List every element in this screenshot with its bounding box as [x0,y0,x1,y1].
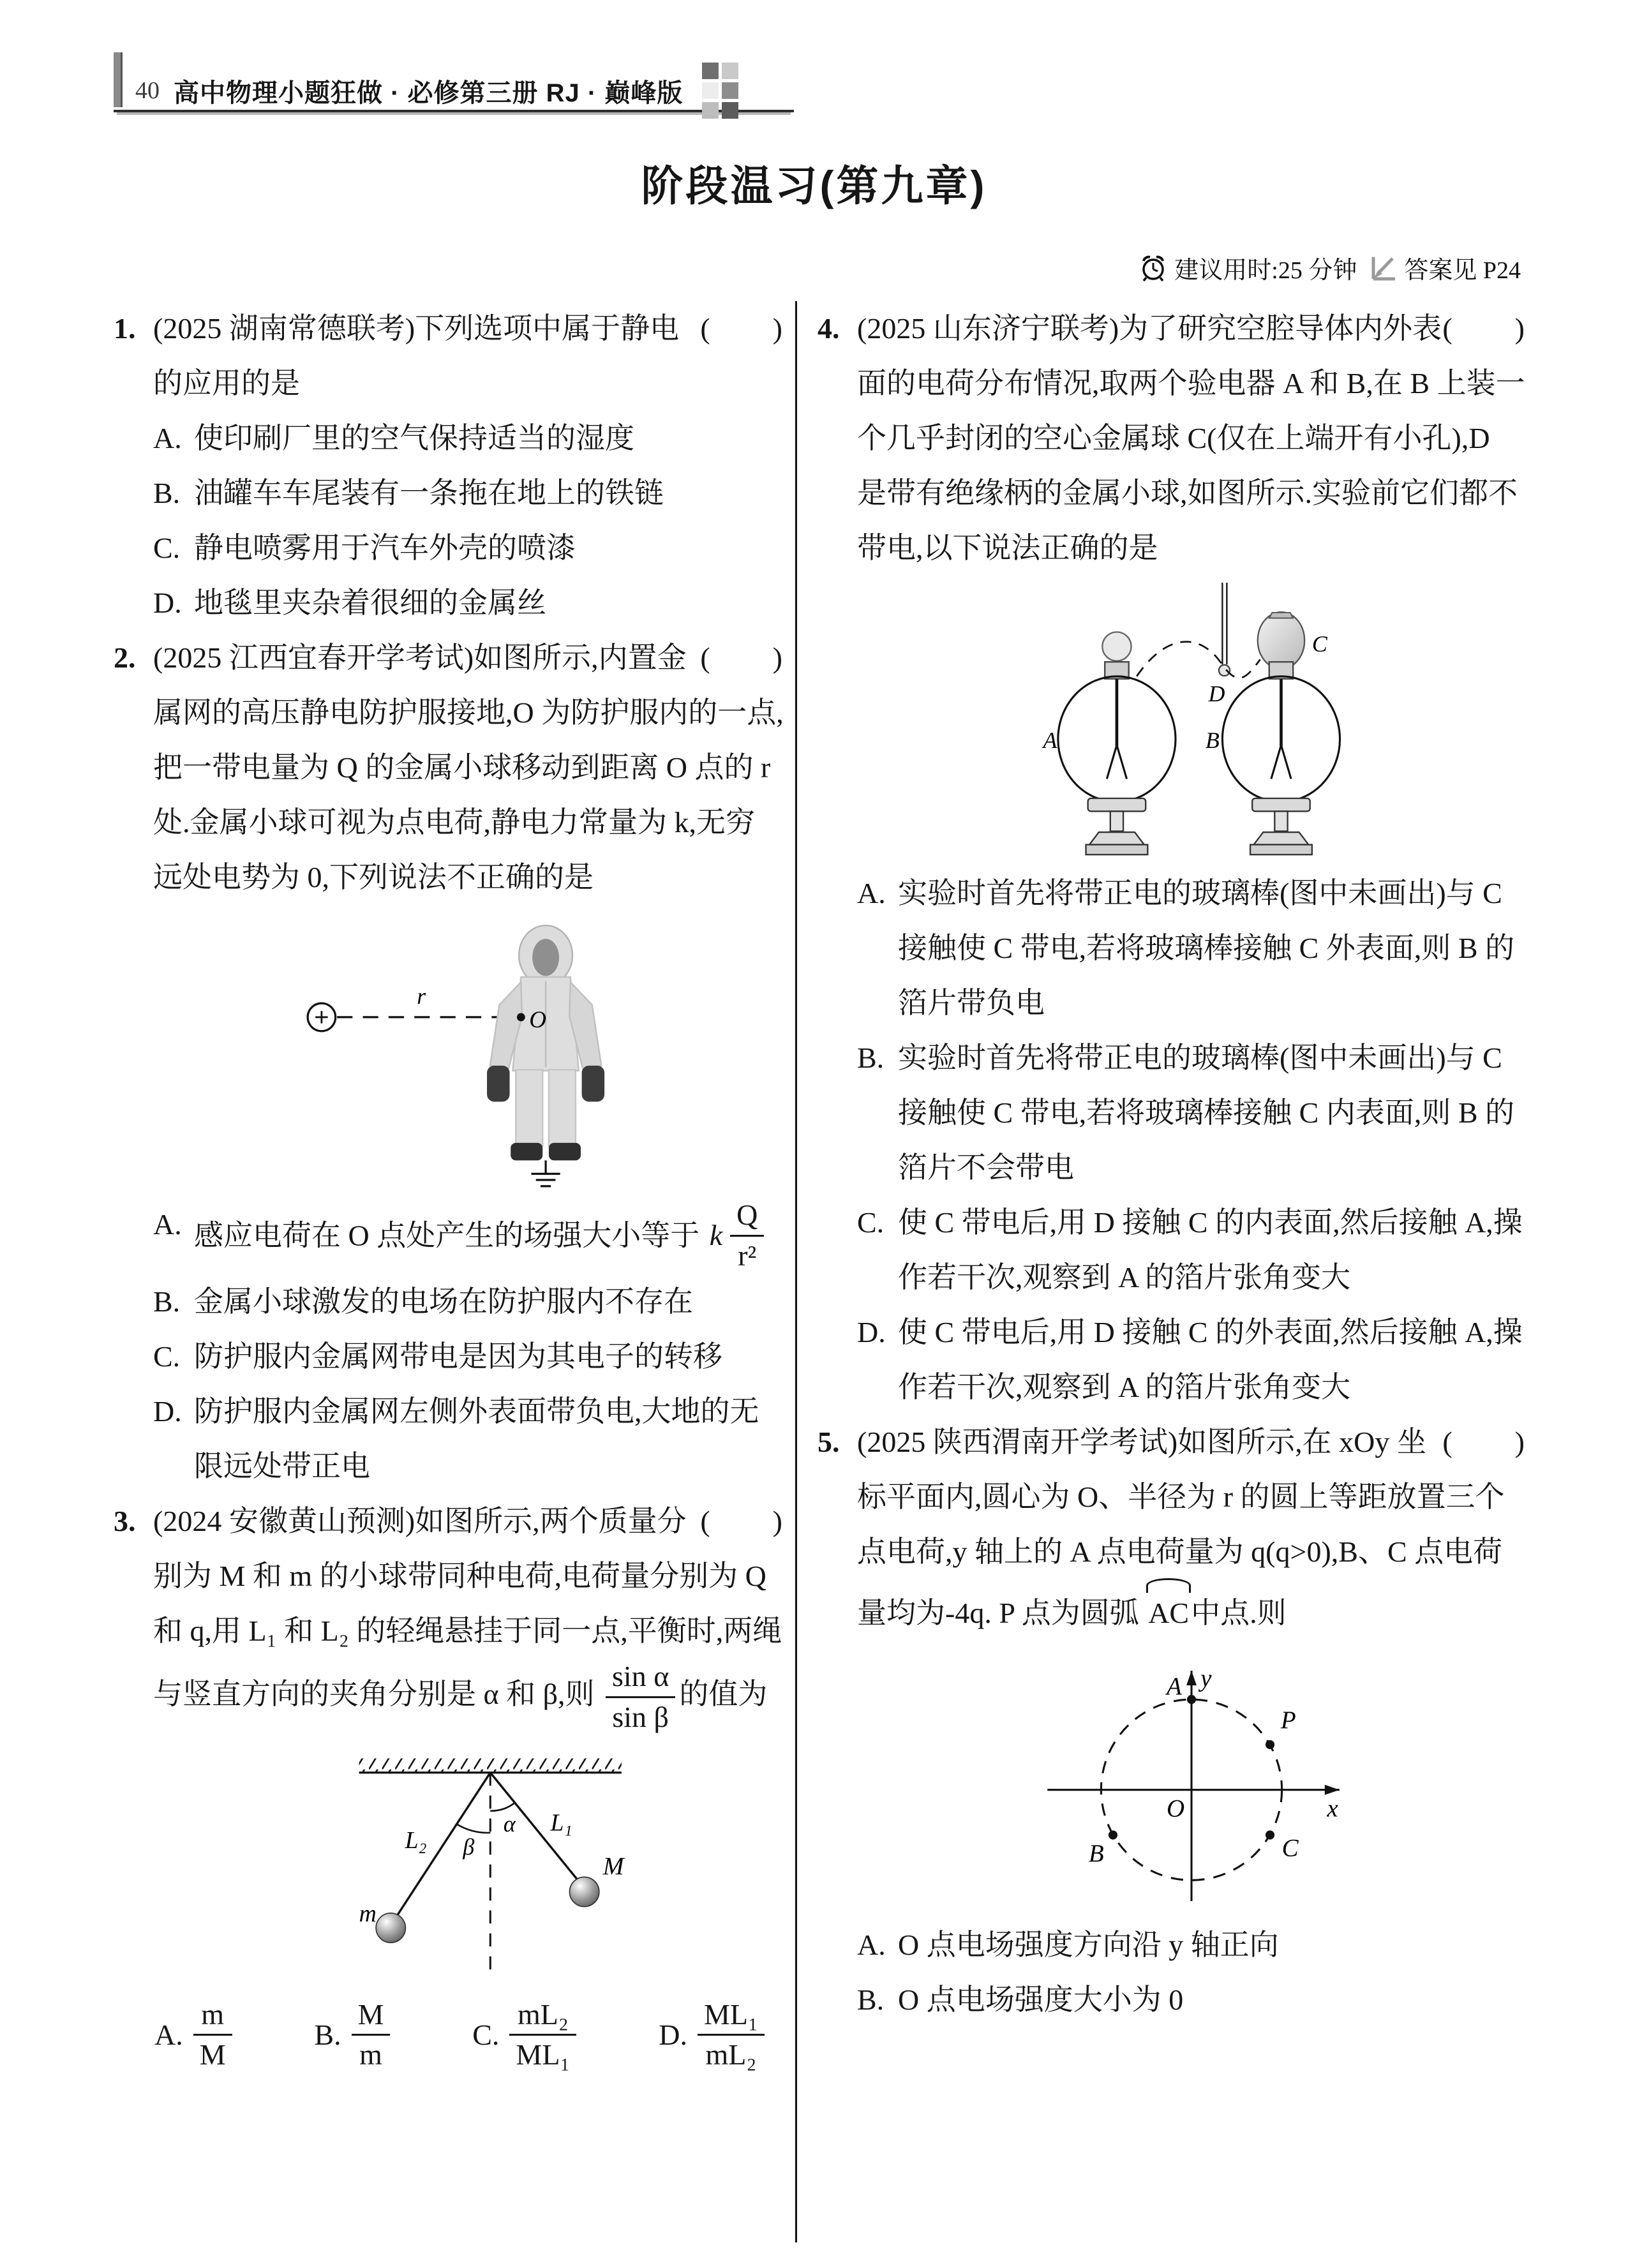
question-2 [114,630,784,1494]
answer-arrow-icon [1367,253,1398,283]
time-hint: 建议用时:25 分钟 [1174,257,1357,284]
question-1-option-b: B. 油罐车车尾装有一条拖在地上的铁链 [153,477,664,509]
ball-M [570,1877,599,1906]
question-5 [818,1415,1526,2027]
page-header [114,56,794,112]
hint-line [1139,250,1521,285]
formula-kQ-over-r2: k $\frac{Q}{\text{r²}}$ [710,1197,768,1274]
question-4-option-a: A. 实验时首先将带正电的玻璃棒(图中未画出)与 C 接触使 C 带电,若将玻璃棒接触 C 外表面,则 B 的箔片带负电 [857,877,1515,1019]
label-y: y [1200,1664,1212,1692]
label-A: A [1043,727,1057,754]
question-2-answer-bracket: ( ) [700,641,784,674]
question-5-answer-bracket: ( ) [1442,1426,1526,1458]
question-1-option-c: C. 静电喷雾用于汽车外壳的喷漆 [153,532,576,564]
label-B: B [1088,1840,1104,1868]
point-O-dot [517,1013,525,1021]
question-1-option-a: A. 使印刷厂里的空气保持适当的湿度 [153,422,634,454]
header-accent-bar [114,52,123,107]
figure-circle-charges [857,1646,1526,1911]
label-M: M [602,1851,624,1880]
point-C-dot [1266,1830,1274,1839]
angle-alpha-arc [490,1802,515,1810]
question-2-number: 2. [114,641,136,674]
ball-m [376,1913,405,1942]
question-3-option-d: D. $\frac{\text{ML₁}}{\text{mL₂}}$ [659,1997,768,2074]
question-3-answer-bracket: ( ) [700,1504,784,1537]
question-1 [114,301,784,630]
question-4-stem: ( ) (2025 山东济宁联考)为了研究空腔导体内外表面的电荷分布情况,取两个验电器 A 和 B,在 B 上装一个几乎封闭的空心金属球 C(仅在上端开有小孔),D 是带有绝缘柄的金属小球,如图所示.实验前它们都不带电,以下说法正确的是 [857,301,1526,576]
protective-suit-graphic [487,925,604,1160]
figure-protective-suit [153,910,784,1191]
label-B: B [1205,727,1220,754]
question-2-option-a: A. 感应电荷在 O 点处产生的场强大小等于 k $\frac{Q}{\text{r²}}$ [153,1197,784,1274]
label-D: D [1208,680,1225,706]
question-3-number: 3. [114,1504,136,1537]
label-m: m [359,1900,377,1927]
point-A-dot [1187,1695,1196,1704]
question-4 [818,301,1526,1415]
question-4-option-d: D. 使 C 带电后,用 D 接触 C 的外表面,然后接触 A,操作若干次,观察到 A 的箔片张角变大 [857,1316,1523,1403]
question-4-number: 4. [818,312,840,345]
page-title: 阶段温习(第九章) [641,162,987,209]
label-O: O [529,1007,547,1034]
ceiling-hatch [359,1758,622,1772]
figure-electroscopes [857,581,1526,860]
right-column [797,301,1526,2242]
content-columns [114,301,1526,2242]
label-P: P [1280,1706,1296,1735]
left-column [114,301,795,2242]
decor-grid-icon [702,63,738,119]
label-A: A [1167,1673,1182,1701]
label-O: O [1167,1794,1185,1823]
arc-AC: AC [1146,1586,1191,1641]
question-3-option-c: C. $\frac{\text{mL₂}}{\text{ML₁}}$ [472,1997,580,2074]
label-r: r [417,983,426,1009]
question-2-option-d: D. 防护服内金属网左侧外表面带负电,大地的无限远处带正电 [153,1394,759,1482]
label-alpha: α [503,1810,516,1837]
point-B-dot [1109,1830,1117,1839]
label-L2: L₂ [405,1826,427,1854]
question-2-option-b: B. 金属小球激发的电场在防护服内不存在 [153,1285,693,1318]
question-1-option-d: D. 地毯里夹杂着很细的金属丝 [153,586,546,619]
label-x: x [1327,1794,1338,1823]
question-3-option-b: B. $\frac{M}{m}$ [314,1997,394,2074]
question-5-number: 5. [818,1426,840,1458]
page-number: 40 [135,77,160,104]
point-P-dot [1266,1740,1274,1749]
question-3-stem: ( ) (2024 安徽黄山预测)如图所示,两个质量分别为 M 和 m 的小球带同种电荷,电荷量分别为 Q 和 q,用 L₁ 和 L₂ 的轻绳悬挂于同一点,平衡时,两绳与竖直方向的夹角分别是 α 和 β,则 $\frac{\text{sin α}}{\text{sin β}}$ 的值为 [153,1494,784,1736]
electroscope-A [1058,632,1176,854]
question-5-stem: ( ) (2025 陕西渭南开学考试)如图所示,在 xOy 坐标平面内,圆心为 O、半径为 r 的圆上等距放置三个点电荷,y 轴上的 A 点电荷量为 q(q>0),B、C 点电荷量均为-4q. P 点为圆弧 AC中点.则 [857,1415,1526,1641]
question-2-option-c: C. 防护服内金属网带电是因为其电子的转移 [153,1339,722,1373]
label-beta: β [463,1833,475,1860]
angle-beta-arc [458,1824,490,1833]
question-1-number: 1. [114,312,136,345]
question-3 [114,1494,784,2078]
question-4-option-c: C. 使 C 带电后,用 D 接触 C 的内表面,然后接触 A,操作若干次,观察到 A 的箔片张角变大 [857,1206,1523,1294]
question-3-options [153,1988,784,2078]
figure-pendulum [153,1741,784,1981]
answer-hint: 答案见 P24 [1404,257,1521,284]
question-4-option-b: B. 实验时首先将带正电的玻璃棒(图中未画出)与 C 接触使 C 带电,若将玻璃棒接触 C 内表面,则 B 的箔片不会带电 [857,1041,1515,1184]
question-5-option-a: A. O 点电场强度方向沿 y 轴正向 [857,1929,1279,1961]
dashed-transfer-arc [1137,642,1260,678]
question-3-option-a: A. $\frac{m}{M}$ [154,1997,236,2074]
question-5-option-b: B. O 点电场强度大小为 0 [857,1983,1184,2016]
question-2-stem: ( ) (2025 江西宜春开学考试)如图所示,内置金属网的高压静电防护服接地,O 为防护服内的一点,把一带电量为 Q 的金属小球移动到距离 O 点的 r 处.金属小球可视为点电荷,静电力常量为 k,无穷远处电势为 0,下列说法不正确的是 [153,630,784,905]
label-C: C [1281,1834,1299,1862]
label-C: C [1311,630,1327,657]
label-L1: L₁ [550,1809,572,1837]
formula-sina-over-sinb: $\frac{\text{sin α}}{\text{sin β}}$ [606,1659,675,1736]
question-1-answer-bracket: ( ) [700,312,784,345]
book-title: 高中物理小题狂做 · 必修第三册 RJ · 巅峰版 [174,78,683,107]
ground-symbol-icon [531,1160,560,1186]
alarm-clock-icon [1139,253,1168,283]
question-1-stem: ( ) (2025 湖南常德联考)下列选项中属于静电的应用的是 [153,301,784,411]
question-4-answer-bracket: ( ) [1442,312,1526,345]
